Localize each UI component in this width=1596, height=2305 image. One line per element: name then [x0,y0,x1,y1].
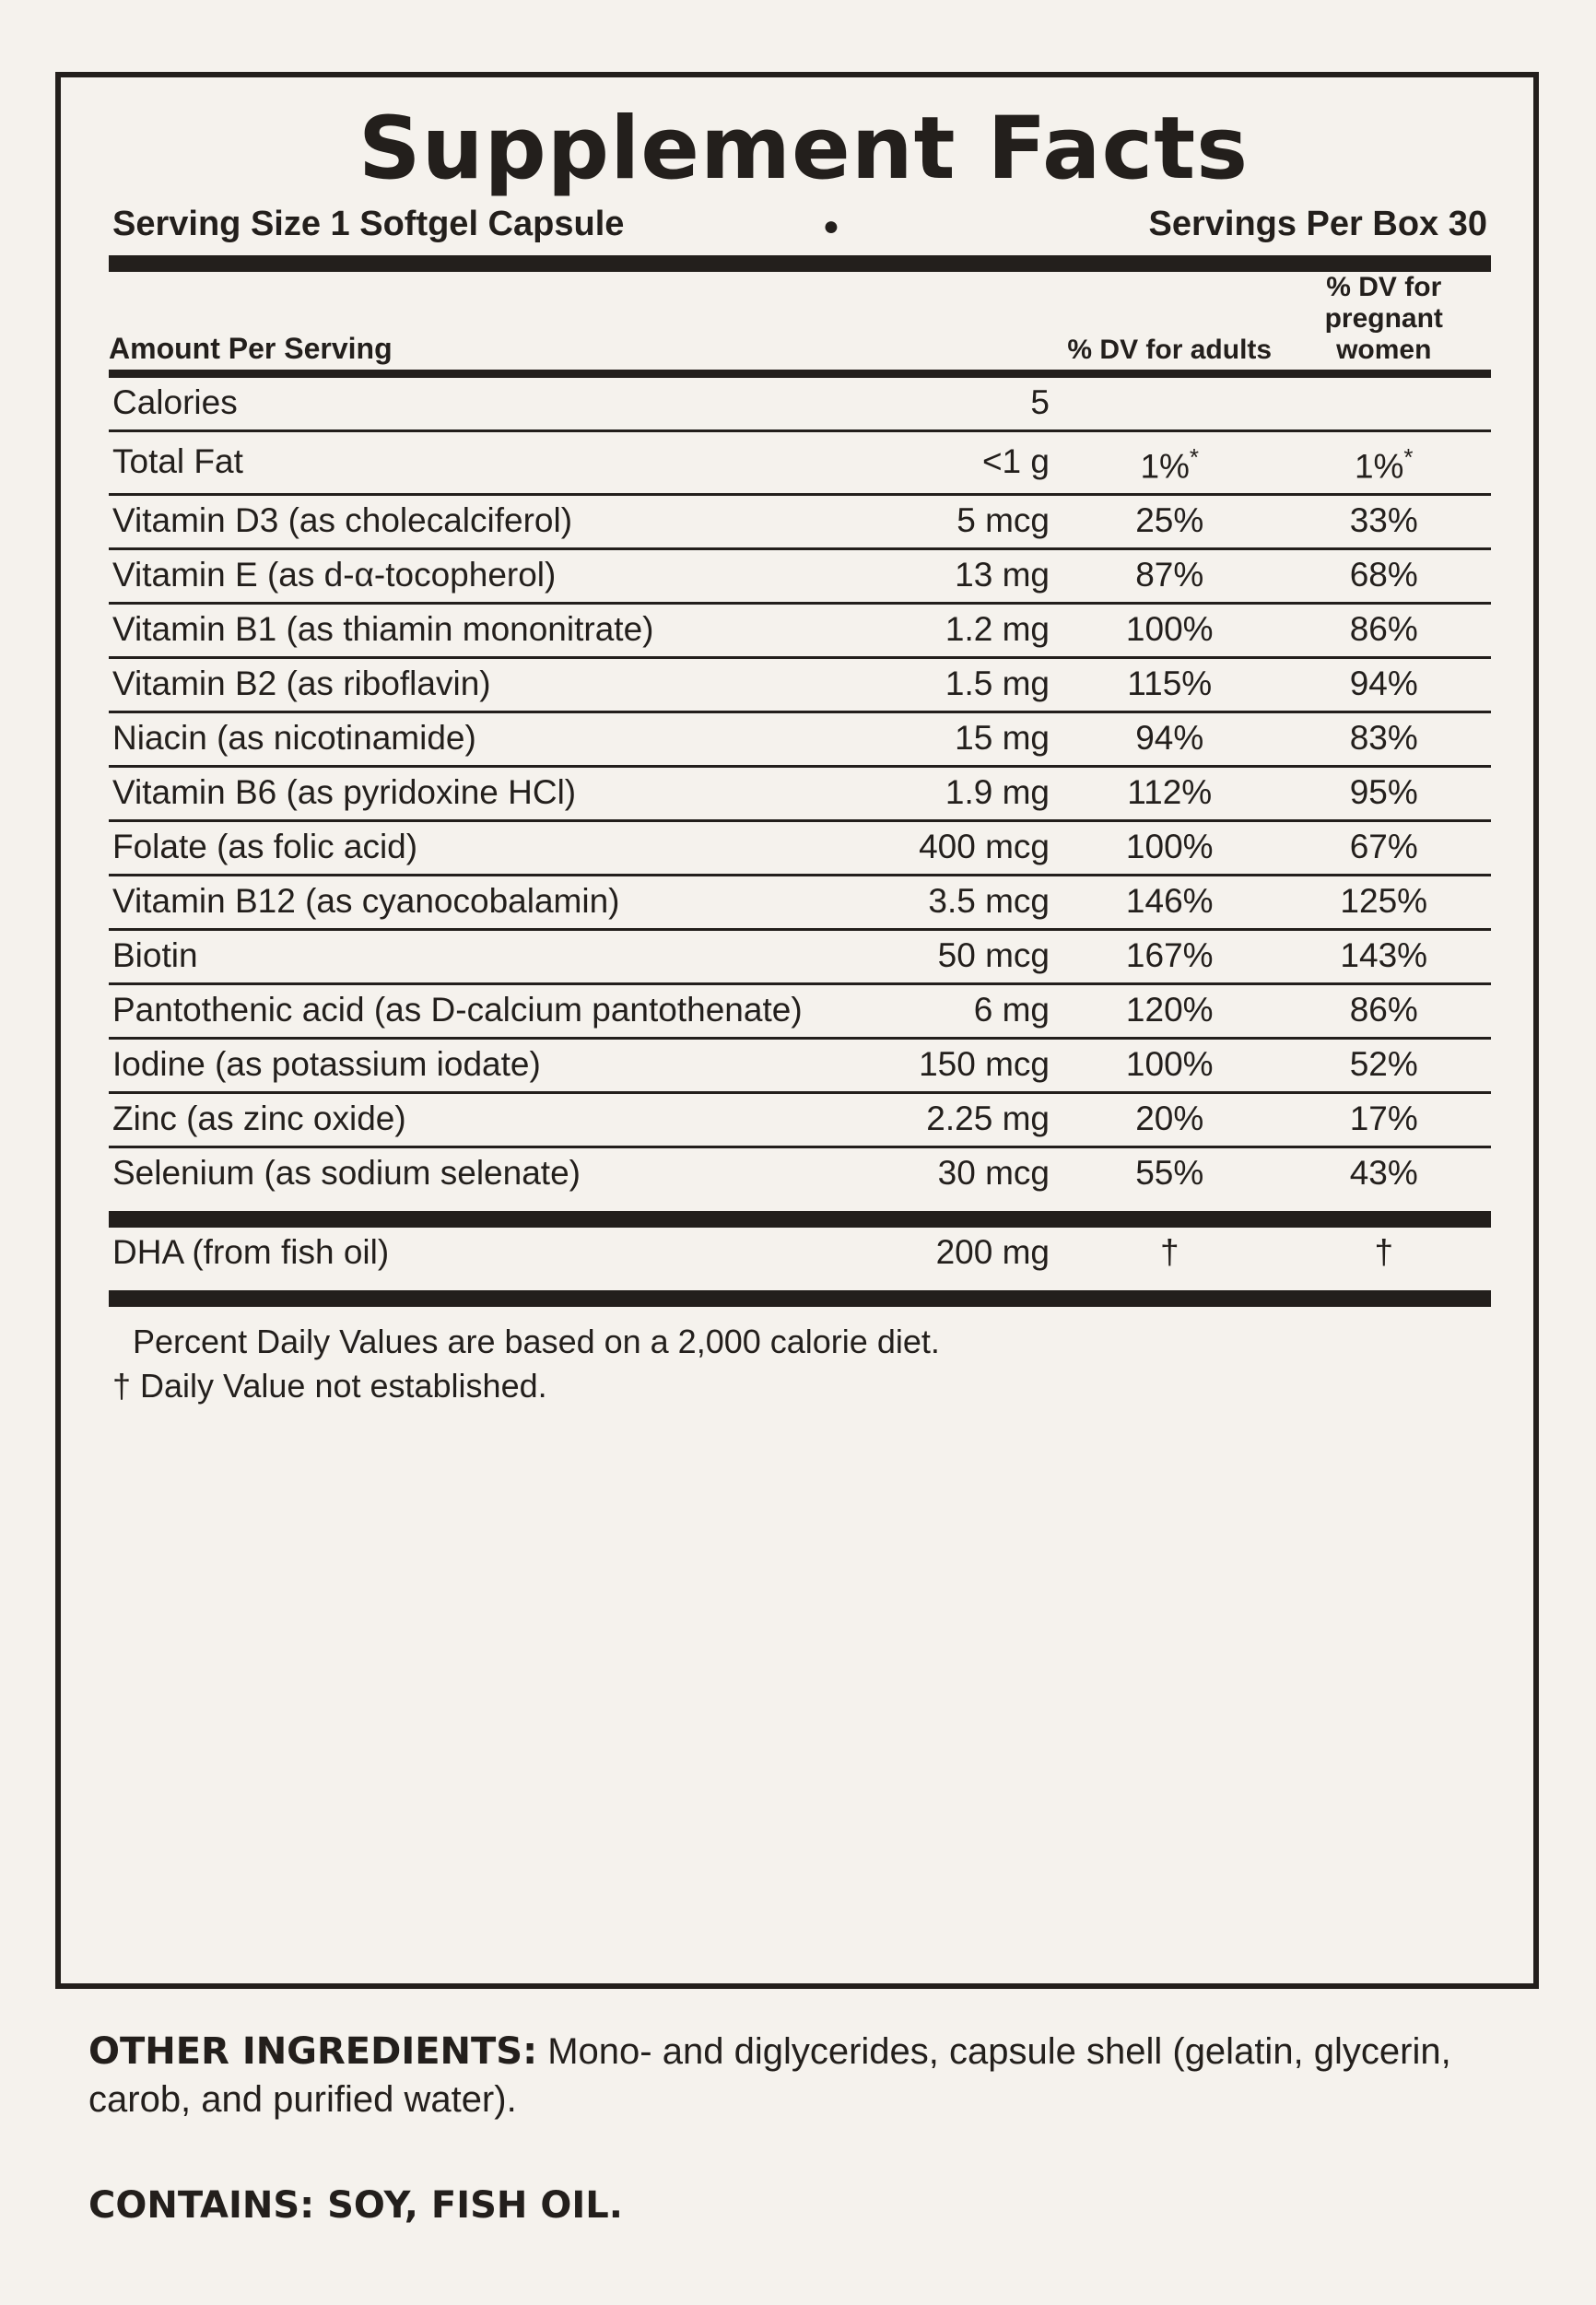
nutrient-dv-adults: 146% [1062,876,1277,930]
table-row [109,984,1491,1039]
table-row [109,1147,1491,1201]
nutrient-dv-pregnant: 143% [1277,930,1492,984]
nutrient-amount: 1.2 mg [827,604,1062,658]
nutrient-name: Calories [109,378,827,431]
separator-dot-icon: ● [822,211,839,241]
nutrient-amount: 50 mcg [827,930,1062,984]
nutrition-table [109,272,1491,366]
nutrient-dv-adults [1062,378,1277,431]
serving-size-text: Serving Size 1 Softgel Capsule [112,205,625,243]
table-row [109,1228,1491,1279]
divider-under-header [109,370,1491,378]
table-row [109,876,1491,930]
contains-statement: CONTAINS: SOY, FISH OIL. [88,2184,623,2227]
nutrient-amount: 150 mcg [827,1039,1062,1093]
nutrient-amount: 1.9 mg [827,767,1062,821]
nutrient-dv-adults: 1%* [1062,431,1277,495]
other-ingredients-text: Mono- and diglycerides, capsule shell (gelatin, glycerin, carob, and purified water). [88,2031,1451,2120]
nutrient-name: Vitamin D3 (as cholecalciferol) [109,495,827,549]
nutrient-dv-pregnant: 95% [1277,767,1492,821]
nutrient-amount: 3.5 mcg [827,876,1062,930]
nutrient-dv-pregnant: 52% [1277,1039,1492,1093]
divider-thick-above-dha [109,1211,1491,1228]
divider-thick-bottom [109,1290,1491,1307]
nutrients-table [109,378,1491,1200]
nutrient-dv-adults: 100% [1062,1039,1277,1093]
nutrient-dv-pregnant: 125% [1277,876,1492,930]
table-header-row [109,272,1491,366]
nutrient-dv-pregnant: 94% [1277,658,1492,712]
table-row [109,495,1491,549]
dv-adults-header: % DV for adults [1067,335,1273,365]
nutrient-dv-adults: 115% [1062,658,1277,712]
nutrient-dv-adults: 20% [1062,1093,1277,1147]
nutrient-name: Vitamin B2 (as riboflavin) [109,658,827,712]
facts-panel [55,72,1539,1989]
amount-per-serving-header: Amount Per Serving [109,332,393,365]
table-row [109,821,1491,876]
footnotes [109,1320,1491,1408]
nutrient-dv-pregnant [1277,378,1492,431]
nutrient-amount: <1 g [827,431,1062,495]
table-row [109,1093,1491,1147]
nutrient-name: Iodine (as potassium iodate) [109,1039,827,1093]
nutrient-amount: 1.5 mg [827,658,1062,712]
table-row [109,767,1491,821]
nutrient-dv-adults: 25% [1062,495,1277,549]
nutrient-name: Zinc (as zinc oxide) [109,1093,827,1147]
nutrient-dv-pregnant: 83% [1277,712,1492,767]
table-row [109,712,1491,767]
nutrient-dv-adults: 100% [1062,821,1277,876]
other-ingredients-heading: OTHER INGREDIENTS: [88,2030,538,2073]
footnote-dagger: † Daily Value not established. [112,1367,547,1405]
nutrient-amount: 5 mcg [827,495,1062,549]
nutrient-dv-adults: 87% [1062,549,1277,604]
nutrient-name: Selenium (as sodium selenate) [112,1154,581,1193]
table-row [109,431,1491,495]
nutrient-dv-adults: 55% [1135,1154,1204,1193]
nutrient-dv-adults: 120% [1062,984,1277,1039]
nutrient-dv-adults: 100% [1062,604,1277,658]
dv-pregnant-header: % DV for pregnant women [1324,272,1443,365]
nutrient-name: Vitamin B6 (as pyridoxine HCl) [109,767,827,821]
nutrient-dv-pregnant: 67% [1277,821,1492,876]
page-title: Supplement Facts [358,99,1250,199]
nutrient-amount: 6 mg [827,984,1062,1039]
header-spacer [827,272,1062,366]
nutrient-dv-adults: 167% [1062,930,1277,984]
facts-inner [109,101,1491,1408]
table-row [109,378,1491,431]
divider-thick-top [109,255,1491,272]
nutrient-name: Vitamin B12 (as cyanocobalamin) [109,876,827,930]
nutrient-dv-pregnant: 68% [1277,549,1492,604]
nutrient-name: Vitamin E (as d-α-tocopherol) [109,549,827,604]
dha-table [109,1228,1491,1279]
nutrient-name: Pantothenic acid (as D-calcium pantothenate) [109,984,827,1039]
table-row [109,1039,1491,1093]
nutrient-name: Total Fat [109,431,827,495]
nutrient-dv-adults: 112% [1062,767,1277,821]
nutrient-name: Niacin (as nicotinamide) [109,712,827,767]
nutrient-dv-pregnant: 86% [1277,984,1492,1039]
other-ingredients [88,2028,1526,2123]
table-row [109,930,1491,984]
nutrient-dv-pregnant: 1%* [1277,431,1492,495]
nutrient-amount: 5 [827,378,1062,431]
nutrient-name: Folate (as folic acid) [109,821,827,876]
nutrient-dv-pregnant: 17% [1277,1093,1492,1147]
servings-per-box-text: Servings Per Box 30 [1148,205,1487,243]
table-row [109,604,1491,658]
nutrient-amount: 15 mg [827,712,1062,767]
table-row [109,549,1491,604]
nutrient-dv-pregnant: 86% [1277,604,1492,658]
serving-info-row [109,205,1491,244]
nutrient-amount: 13 mg [827,549,1062,604]
nutrient-dv-adults: 94% [1062,712,1277,767]
nutrient-amount: 200 mg [935,1233,1050,1272]
nutrient-name: Biotin [109,930,827,984]
nutrient-dv-adults: † [1159,1233,1179,1272]
nutrient-dv-pregnant: 43% [1349,1154,1418,1193]
nutrient-amount: 2.25 mg [827,1093,1062,1147]
nutrient-name: Vitamin B1 (as thiamin mononitrate) [109,604,827,658]
table-row [109,658,1491,712]
nutrient-amount: 400 mcg [827,821,1062,876]
nutrient-amount: 30 mcg [937,1154,1050,1193]
nutrient-name: DHA (from fish oil) [112,1233,390,1272]
footnote-daily-values: Percent Daily Values are based on a 2,000 calorie diet. [133,1323,940,1361]
nutrient-dv-pregnant: † [1374,1233,1394,1272]
nutrient-dv-pregnant: 33% [1277,495,1492,549]
